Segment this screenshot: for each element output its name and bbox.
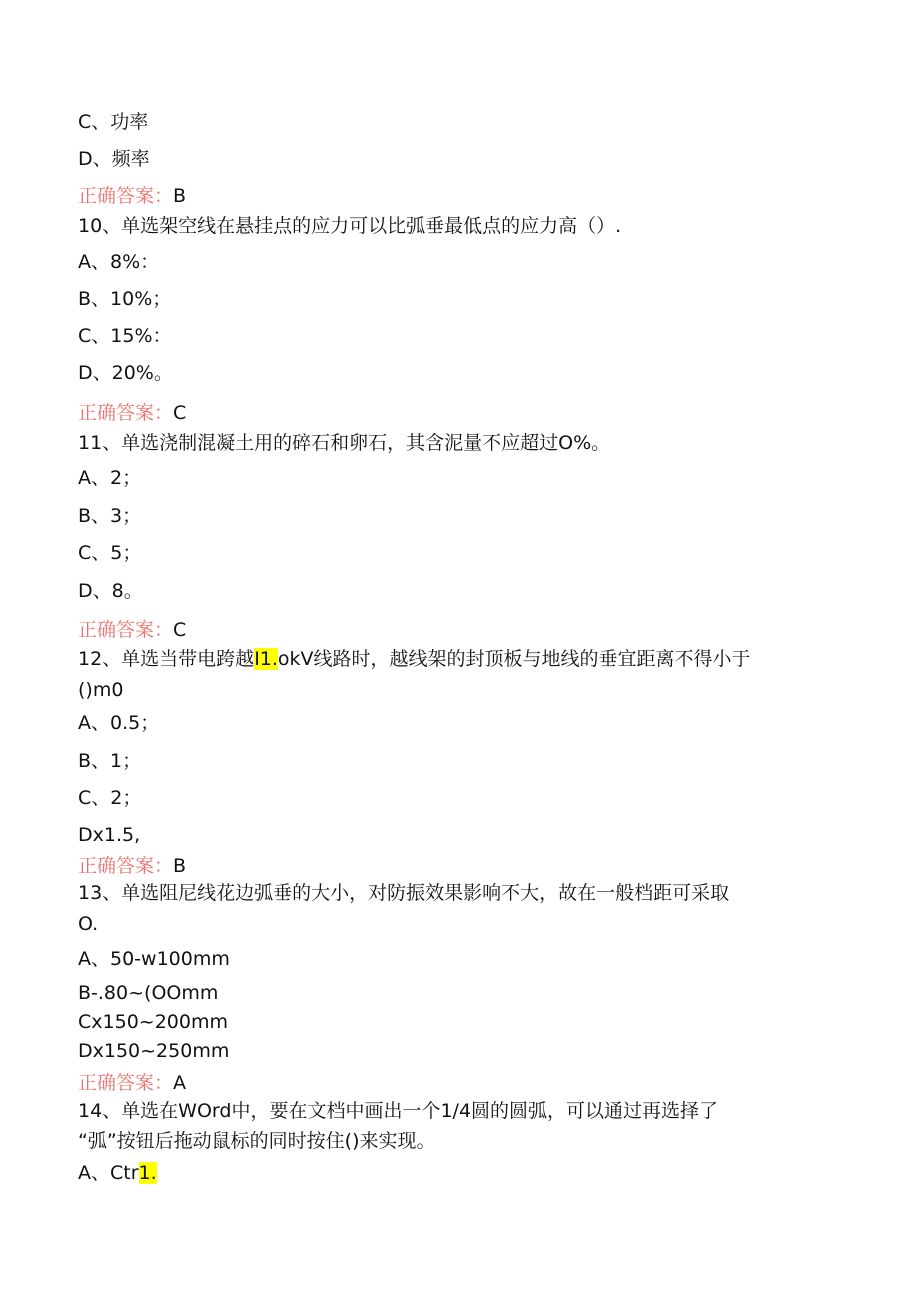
highlighted-text: I1. — [254, 648, 278, 670]
question-line — [78, 647, 751, 671]
option-line: D、20%。 — [78, 362, 173, 384]
question-line: ()m0 — [78, 679, 124, 701]
option-line: A、50-w100mm — [78, 948, 230, 970]
question-line: 10、单选架空线在悬挂点的应力可以比弧垂最低点的应力高（）. — [78, 215, 622, 237]
answer-label: 正确答案： — [78, 855, 174, 877]
option-line: D、频率 — [78, 148, 150, 170]
option-line: A、0.5； — [78, 712, 160, 734]
answer-label: 正确答案： — [78, 1072, 174, 1094]
option-line: B、10%； — [78, 288, 172, 310]
answer-line — [78, 1071, 186, 1095]
option-line: C、2； — [78, 787, 142, 809]
question-line: 13、单选阻尼线花边弧垂的大小，对防振效果影响不大，故在一般档距可采取 — [78, 882, 730, 904]
option-line: A、2； — [78, 467, 142, 489]
answer-line — [78, 184, 186, 208]
answer-line — [78, 401, 186, 425]
question-line: O. — [78, 913, 99, 935]
question-line: 14、单选在WOrd中，要在文档中画出一个1/4圆的圆弧，可以通过再选择了 — [78, 1100, 719, 1122]
answer-label: 正确答案： — [78, 402, 174, 424]
option-line — [78, 1161, 157, 1185]
answer-value: C — [173, 619, 187, 641]
answer-label: 正确答案： — [78, 185, 174, 207]
option-line: Cx150~200mm — [78, 1011, 228, 1033]
option-line: C、5； — [78, 542, 142, 564]
answer-value: B — [173, 185, 187, 207]
answer-value: C — [173, 402, 187, 424]
option-line: B-.80~(OOmm — [78, 982, 219, 1004]
option-line: C、功率 — [78, 111, 149, 133]
option-line: Dx1.5, — [78, 824, 141, 846]
answer-label: 正确答案： — [78, 619, 174, 641]
option-line: Dx150~250mm — [78, 1040, 230, 1062]
option-line: B、3； — [78, 505, 142, 527]
option-line: D、8。 — [78, 580, 143, 602]
highlighted-text: 1. — [138, 1162, 157, 1184]
option-line: C、15%： — [78, 325, 172, 347]
option-text: A、Ctr — [78, 1162, 139, 1184]
question-line: “弧”按钮后拖动鼠标的同时按住()来实现。 — [78, 1130, 436, 1152]
answer-value: A — [173, 1072, 187, 1094]
question-text: okV线路时，越线架的封顶板与地线的垂宜距离不得小于 — [277, 648, 751, 670]
option-line: B、1； — [78, 750, 142, 772]
option-line: A、8%： — [78, 251, 160, 273]
answer-line — [78, 854, 186, 878]
question-text: 12、单选当带电跨越 — [78, 648, 255, 670]
answer-value: B — [173, 855, 187, 877]
answer-line — [78, 618, 186, 642]
question-line: 11、单选浇制混凝土用的碎石和卵石，其含泥量不应超过O%。 — [78, 432, 611, 454]
